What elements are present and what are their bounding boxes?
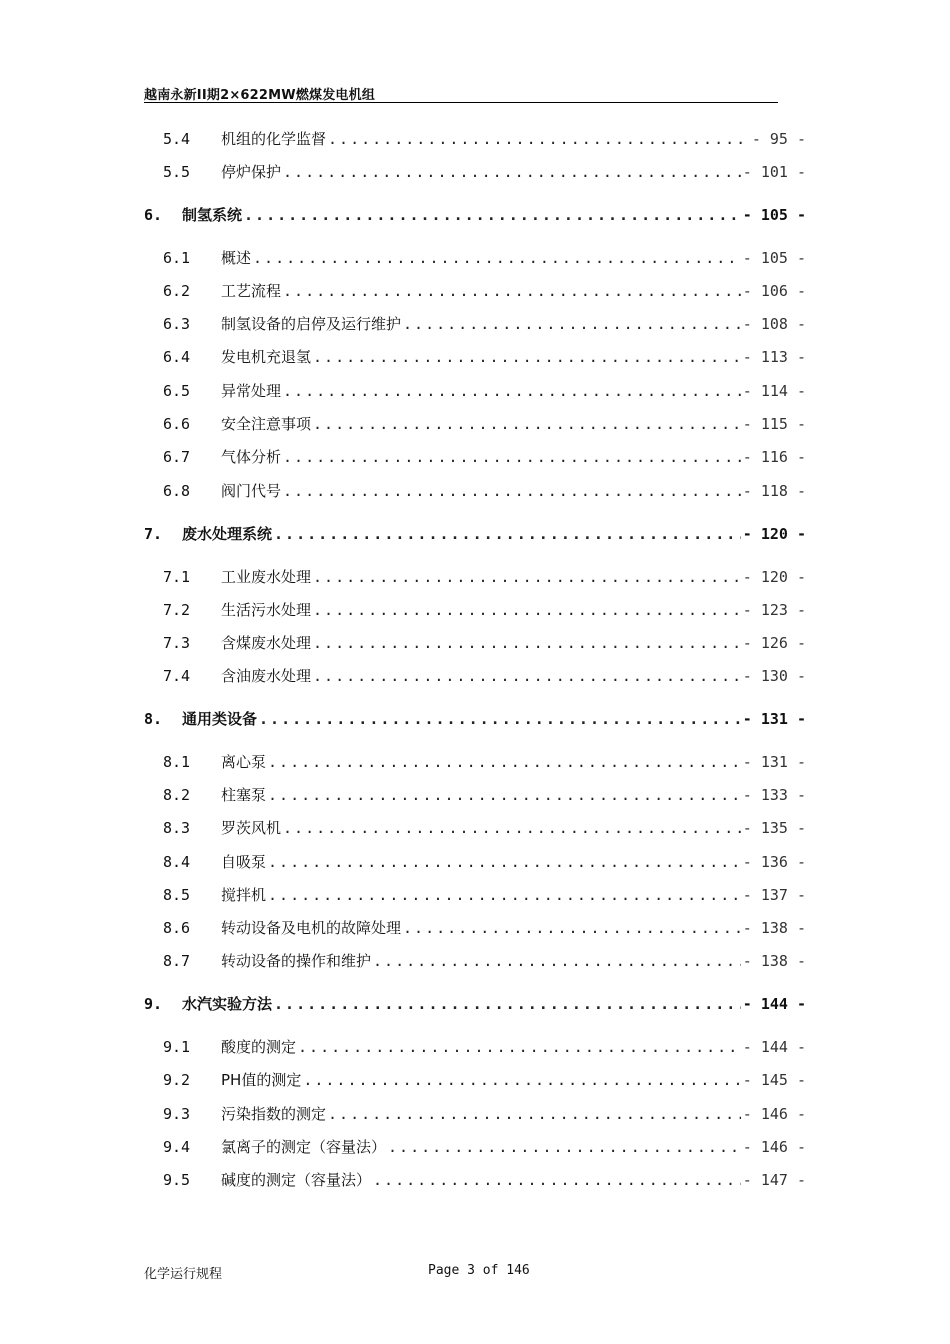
toc-entry-number: 6.5: [163, 382, 191, 400]
toc-entry-number: 9.2: [163, 1071, 191, 1089]
toc-dot-leader: [403, 919, 741, 937]
toc-section-entry[interactable]: [163, 599, 806, 621]
toc-entry-page: - 116 -: [742, 448, 806, 466]
toc-entry-page: - 114 -: [742, 382, 806, 400]
toc-entry-page: - 145 -: [742, 1071, 806, 1089]
toc-entry-number: 9.4: [163, 1138, 191, 1156]
toc-dot-leader: [253, 249, 741, 267]
toc-section-entry[interactable]: [163, 280, 806, 302]
toc-dot-leader: [274, 995, 741, 1013]
toc-entry-page: - 123 -: [742, 601, 806, 619]
toc-dot-leader: [373, 952, 741, 970]
toc-entry-title: 阀门代号: [221, 482, 282, 500]
page-header: 越南永新II期2×622MW燃煤发电机组: [144, 84, 778, 103]
toc-entry-title: 转动设备及电机的故障处理: [221, 919, 402, 937]
toc-entry-title: 转动设备的操作和维护: [221, 952, 372, 970]
toc-entry-number: 9.3: [163, 1105, 191, 1123]
toc-section-entry[interactable]: [163, 950, 806, 972]
toc-section-entry[interactable]: [163, 851, 806, 873]
toc-entry-title: 制氢系统: [182, 206, 243, 224]
toc-section-entry[interactable]: [163, 480, 806, 502]
toc-entry-title: 酸度的测定: [221, 1038, 297, 1056]
toc-entry-number: 7.4: [163, 667, 191, 685]
toc-entry-title: 机组的化学监督: [221, 130, 327, 148]
toc-dot-leader: [313, 667, 741, 685]
toc-entry-page: - 137 -: [742, 886, 806, 904]
toc-entry-title: 发电机充退氢: [221, 348, 312, 366]
toc-entry-page: - 146 -: [742, 1138, 806, 1156]
toc-entry-page: - 131 -: [742, 710, 806, 728]
toc-entry-page: - 146 -: [742, 1105, 806, 1123]
toc-entry-page: - 144 -: [742, 995, 806, 1013]
toc-entry-number: 8.4: [163, 853, 191, 871]
toc-entry-number: 6.3: [163, 315, 191, 333]
toc-entry-number: 8.3: [163, 819, 191, 837]
toc-entry-number: 9.: [144, 995, 163, 1013]
toc-dot-leader: [403, 315, 741, 333]
toc-entry-page: - 144 -: [742, 1038, 806, 1056]
toc-dot-leader: [283, 819, 741, 837]
toc-entry-number: 8.1: [163, 753, 191, 771]
toc-entry-page: - 106 -: [742, 282, 806, 300]
toc-entry-title: 废水处理系统: [182, 525, 273, 543]
toc-entry-number: 6.2: [163, 282, 191, 300]
toc-chapter-entry[interactable]: [144, 708, 806, 730]
toc-entry-number: 5.5: [163, 163, 191, 181]
toc-entry-title: 工业废水处理: [221, 568, 312, 586]
toc-entry-page: - 108 -: [742, 315, 806, 333]
toc-dot-leader: [268, 853, 741, 871]
toc-dot-leader: [313, 348, 741, 366]
toc-dot-leader: [283, 163, 741, 181]
toc-section-entry[interactable]: [163, 1036, 806, 1058]
toc-entry-title: 含油废水处理: [221, 667, 312, 685]
footer-document-title: 化学运行规程: [144, 1267, 223, 1282]
toc-section-entry[interactable]: [163, 817, 806, 839]
toc-entry-page: - 131 -: [742, 753, 806, 771]
toc-entry-title: 自吸泵: [221, 853, 267, 871]
toc-entry-number: 6.7: [163, 448, 191, 466]
toc-dot-leader: [313, 415, 741, 433]
toc-section-entry[interactable]: [163, 1169, 806, 1191]
toc-entry-title: 概述: [221, 249, 252, 267]
toc-entry-number: 8.2: [163, 786, 191, 804]
toc-section-entry[interactable]: [163, 446, 806, 468]
toc-entry-page: - 130 -: [742, 667, 806, 685]
toc-section-entry[interactable]: [163, 1069, 806, 1091]
toc-entry-number: 8.6: [163, 919, 191, 937]
toc-entry-title: 异常处理: [221, 382, 282, 400]
toc-entry-title: 搅拌机: [221, 886, 267, 904]
toc-dot-leader: [373, 1171, 741, 1189]
toc-entry-number: 7.2: [163, 601, 191, 619]
toc-section-entry[interactable]: [163, 313, 806, 335]
toc-entry-page: - 120 -: [742, 568, 806, 586]
toc-entry-page: - 101 -: [742, 163, 806, 181]
toc-entry-page: - 113 -: [742, 348, 806, 366]
toc-dot-leader: [298, 1038, 741, 1056]
toc-entry-number: 8.5: [163, 886, 191, 904]
toc-entry-page: - 135 -: [742, 819, 806, 837]
toc-section-entry[interactable]: [163, 917, 806, 939]
toc-entry-number: 6.4: [163, 348, 191, 366]
toc-entry-title: 含煤废水处理: [221, 634, 312, 652]
toc-entry-number: 9.5: [163, 1171, 191, 1189]
toc-section-entry[interactable]: [163, 784, 806, 806]
toc-entry-number: 7.: [144, 525, 163, 543]
toc-entry-title: 安全注意事项: [221, 415, 312, 433]
toc-section-entry[interactable]: [163, 1103, 806, 1125]
toc-section-entry[interactable]: [163, 128, 806, 150]
toc-dot-leader: [313, 634, 741, 652]
toc-entry-title: 通用类设备: [182, 710, 258, 728]
toc-chapter-entry[interactable]: [144, 993, 806, 1015]
toc-entry-page: - 105 -: [742, 206, 806, 224]
toc-dot-leader: [268, 786, 741, 804]
toc-entry-page: - 138 -: [742, 952, 806, 970]
toc-entry-title: 柱塞泵: [221, 786, 267, 804]
toc-entry-page: - 147 -: [742, 1171, 806, 1189]
toc-entry-page: - 120 -: [742, 525, 806, 543]
toc-entry-number: 7.1: [163, 568, 191, 586]
toc-entry-title: 停炉保护: [221, 163, 282, 181]
toc-dot-leader: [313, 601, 741, 619]
toc-entry-page: - 136 -: [742, 853, 806, 871]
toc-dot-leader: [328, 1105, 741, 1123]
toc-dot-leader: [268, 753, 741, 771]
toc-section-entry[interactable]: [163, 413, 806, 435]
toc-entry-page: - 138 -: [742, 919, 806, 937]
toc-entry-page: - 115 -: [742, 415, 806, 433]
toc-entry-title: 水汽实验方法: [182, 995, 273, 1013]
toc-entry-number: 6.: [144, 206, 163, 224]
toc-section-entry[interactable]: [163, 1136, 806, 1158]
toc-entry-page: - 105 -: [742, 249, 806, 267]
toc-dot-leader: [283, 482, 741, 500]
toc-entry-title: 工艺流程: [221, 282, 282, 300]
toc-entry-title: 气体分析: [221, 448, 282, 466]
toc-entry-number: 8.7: [163, 952, 191, 970]
toc-section-entry[interactable]: [163, 751, 806, 773]
toc-dot-leader: [268, 886, 741, 904]
toc-entry-number: 6.6: [163, 415, 191, 433]
toc-entry-title: 碱度的测定（容量法）: [221, 1171, 372, 1189]
toc-entry-title: 罗茨风机: [221, 819, 282, 837]
toc-section-entry[interactable]: [163, 161, 806, 183]
toc-entry-page: - 126 -: [742, 634, 806, 652]
toc-dot-leader: [274, 525, 741, 543]
toc-entry-title: 离心泵: [221, 753, 267, 771]
toc-dot-leader: [244, 206, 741, 224]
toc-entry-page: - 133 -: [742, 786, 806, 804]
toc-section-entry[interactable]: [163, 632, 806, 654]
toc-section-entry[interactable]: [163, 247, 806, 269]
toc-section-entry[interactable]: [163, 884, 806, 906]
toc-dot-leader: [283, 448, 741, 466]
toc-entry-page: - 118 -: [742, 482, 806, 500]
footer-page-number: Page 3 of 146: [428, 1263, 530, 1278]
toc-chapter-entry[interactable]: [144, 523, 806, 545]
toc-entry-number: 6.8: [163, 482, 191, 500]
toc-entry-number: 6.1: [163, 249, 191, 267]
toc-dot-leader: [313, 568, 741, 586]
toc-dot-leader: [283, 382, 741, 400]
toc-dot-leader: [328, 130, 750, 148]
toc-section-entry[interactable]: [163, 380, 806, 402]
toc-entry-number: 5.4: [163, 130, 191, 148]
toc-dot-leader: [303, 1071, 740, 1089]
toc-entry-title: 污染指数的测定: [221, 1105, 327, 1123]
toc-entry-title: 氯离子的测定（容量法）: [221, 1138, 387, 1156]
toc-dot-leader: [259, 710, 741, 728]
toc-entry-number: 9.1: [163, 1038, 191, 1056]
toc-entry-title: 生活污水处理: [221, 601, 312, 619]
toc-entry-page: - 95 -: [751, 130, 806, 148]
toc-entry-number: 8.: [144, 710, 163, 728]
toc-entry-title: 制氢设备的启停及运行维护: [221, 315, 402, 333]
toc-entry-title: PH值的测定: [221, 1071, 302, 1089]
toc-section-entry[interactable]: [163, 665, 806, 687]
toc-dot-leader: [388, 1138, 741, 1156]
toc-entry-number: 7.3: [163, 634, 191, 652]
toc-chapter-entry[interactable]: [144, 204, 806, 226]
toc-section-entry[interactable]: [163, 346, 806, 368]
toc-section-entry[interactable]: [163, 566, 806, 588]
toc-dot-leader: [283, 282, 741, 300]
